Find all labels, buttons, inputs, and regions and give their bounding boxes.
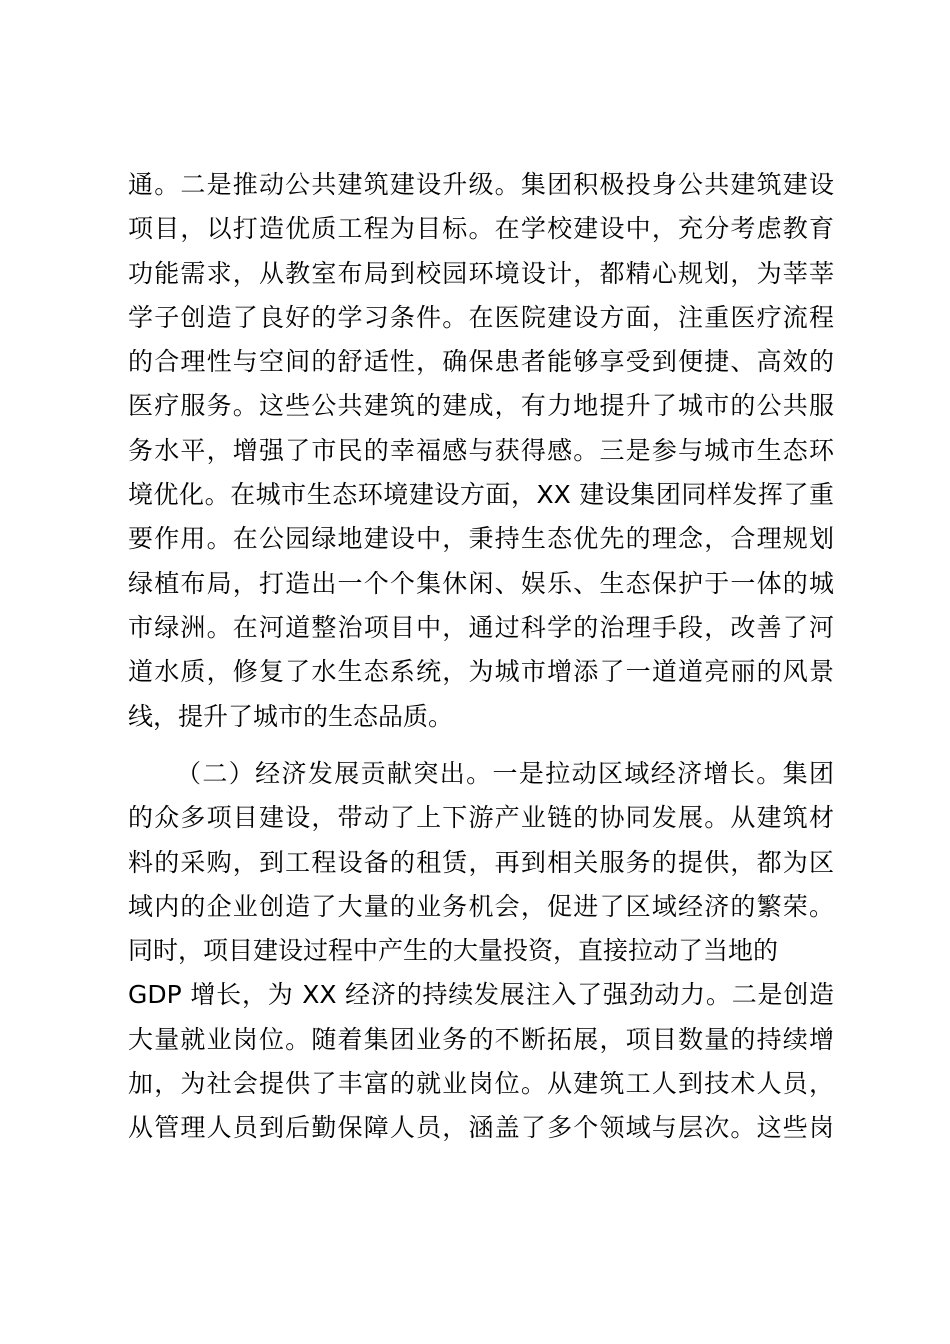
- text-line: 务水平，增强了市民的幸福感与获得感。三是参与城市生态环: [128, 435, 834, 465]
- text-line: 要作用。在公园绿地建设中，秉持生态优先的理念，合理规划: [128, 524, 834, 554]
- text-line: GDP 增长，为 XX 经济的持续发展注入了强劲动力。二是创造: [128, 980, 834, 1010]
- text-line: 域内的企业创造了大量的业务机会，促进了区域经济的繁荣。: [128, 891, 834, 921]
- text-line: 项目，以打造优质工程为目标。在学校建设中，充分考虑教育: [128, 214, 834, 244]
- text-line: 的众多项目建设，带动了上下游产业链的协同发展。从建筑材: [128, 803, 834, 833]
- text-line: 学子创造了良好的学习条件。在医院建设方面，注重医疗流程: [128, 302, 834, 332]
- text-line: 通。二是推动公共建筑建设升级。集团积极投身公共建筑建设: [128, 170, 834, 199]
- text-line: 线，提升了城市的生态品质。: [128, 701, 454, 731]
- text-line: 市绿洲。在河道整治项目中，通过科学的治理手段，改善了河: [128, 612, 834, 642]
- section-heading-line: （二）经济发展贡献突出。一是拉动区域经济增长。集团: [176, 759, 834, 788]
- text-line: 从管理人员到后勤保障人员，涵盖了多个领域与层次。这些岗: [128, 1113, 834, 1143]
- text-line: 加，为社会提供了丰富的就业岗位。从建筑工人到技术人员，: [128, 1069, 834, 1099]
- text-line: 境优化。在城市生态环境建设方面，XX 建设集团同样发挥了重: [128, 480, 834, 510]
- paragraph-urban-construction: [128, 163, 834, 739]
- text-line: 料的采购，到工程设备的租赁，再到相关服务的提供，都为区: [128, 847, 834, 877]
- text-line: 道水质，修复了水生态系统，为城市增添了一道道亮丽的风景: [128, 657, 834, 687]
- text-line: 医疗服务。这些公共建筑的建成，有力地提升了城市的公共服: [128, 391, 834, 421]
- text-line: 功能需求，从教室布局到校园环境设计，都精心规划，为莘莘: [128, 258, 834, 288]
- text-line: 大量就业岗位。随着集团业务的不断拓展，项目数量的持续增: [128, 1024, 834, 1054]
- text-line: 的合理性与空间的舒适性，确保患者能够享受到便捷、高效的: [128, 347, 834, 377]
- paragraph-economic-contribution: [128, 752, 834, 1151]
- text-line: 同时，项目建设过程中产生的大量投资，直接拉动了当地的: [128, 936, 779, 966]
- text-line: 绿植布局，打造出一个个集休闲、娱乐、生态保护于一体的城: [128, 568, 834, 598]
